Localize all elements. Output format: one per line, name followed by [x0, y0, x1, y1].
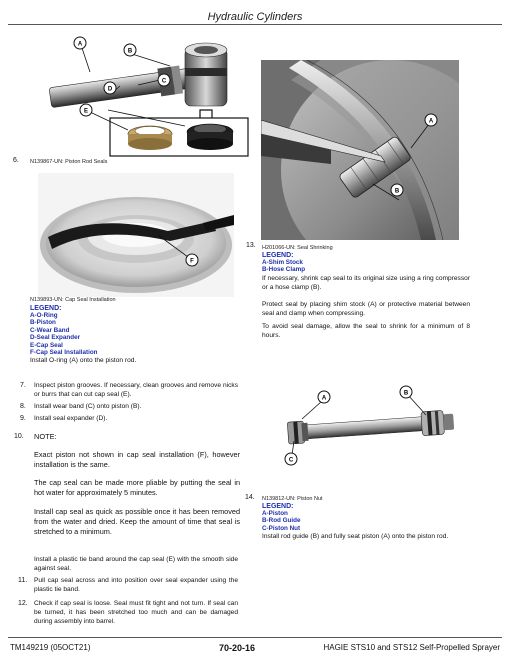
legend-13-instruction: If necessary, shrink cap seal to its original size using a ring compressor or a hose clamp (B).	[262, 274, 470, 291]
footer-product-title: HAGIE STS10 and STS12 Self-Propelled Sprayer	[323, 643, 500, 652]
legend-left-instruction: Install O-ring (A) onto the piston rod.	[30, 357, 137, 365]
svg-text:D: D	[107, 86, 113, 93]
note-paragraph-1: Exact piston not shown in cap seal installation (F), however installation is the same.	[34, 450, 240, 469]
callout-a	[74, 37, 86, 49]
step-7-text: Inspect piston grooves. If necessary, clean grooves and remove nicks or burrs that can cut cap seal (E).	[34, 382, 238, 398]
legend-item-piston: B-Piston	[30, 319, 56, 327]
legend-item-o-ring: A-O-Ring	[30, 312, 58, 319]
callout-f	[186, 254, 198, 266]
svg-text:F: F	[190, 258, 194, 265]
figure-cap-seal-installation	[38, 173, 234, 297]
caption-piston-rod-seals: N139867-UN: Piston Rod Seals	[30, 159, 108, 165]
figure-piston-rod-seals	[20, 30, 250, 158]
step-number-7: 7.	[20, 382, 26, 389]
legend-left	[30, 305, 240, 365]
caption-cap-seal-installation: N139893-UN: Cap Seal Installation	[30, 297, 116, 303]
caption-piston-nut: N139812-UN: Piston Nut	[262, 496, 323, 502]
footer-page-number: 70-20-16	[219, 643, 256, 653]
svg-text:A: A	[77, 41, 83, 48]
svg-text:B: B	[127, 48, 133, 55]
step-tie-band-text: Install a plastic tie band around the cap seal (E) with the smooth side against seal.	[34, 556, 238, 572]
svg-text:A: A	[428, 118, 434, 125]
callout-piston-nut-c	[285, 453, 297, 465]
callout-rod-guide-b	[400, 386, 412, 398]
legend-item-hose-clamp: B-Hose Clamp	[262, 266, 306, 274]
callout-shim-a	[425, 114, 437, 126]
legend-item-seal-expander: D-Seal Expander	[30, 334, 81, 342]
caption-seal-shrinking: H201066-UN: Seal Shrinking	[262, 245, 333, 251]
legend-14-instruction: Install rod guide (B) and fully seat piston (A) onto the piston rod.	[262, 533, 449, 541]
step-9-text: Install seal expander (D).	[34, 415, 108, 422]
piston-nut-illustration	[262, 385, 462, 475]
footer-document-id: TM149219 (05OCT21)	[10, 643, 91, 652]
note-label: NOTE:	[34, 432, 57, 441]
right-paragraph-2: To avoid seal damage, allow the seal to shrink for a minimum of 8 hours.	[262, 323, 470, 339]
step-number-8: 8.	[20, 403, 26, 410]
svg-text:B: B	[403, 390, 409, 397]
step-8-text: Install wear band (C) onto piston (B).	[34, 403, 142, 410]
step-number-6: 6.	[13, 157, 19, 164]
step-11-text: Pull cap seal across and into position over seal expander using the plastic tie band.	[34, 577, 238, 593]
legend-item-piston-nut: C-Piston Nut	[262, 524, 301, 532]
figure-piston-nut	[262, 385, 462, 475]
step-number-11: 11.	[18, 577, 28, 584]
svg-text:A: A	[321, 395, 327, 402]
legend-13-title: LEGEND:	[262, 252, 294, 259]
header-rule	[8, 24, 502, 25]
legend-item-cap-seal: E-Cap Seal	[30, 341, 63, 349]
step-number-12: 12.	[18, 600, 28, 607]
step-12-text: Check if cap seal is loose. Seal must fit tight and not turn. If seal can be turned, it has been stretched too much and can be damaged during assembly into barrel.	[34, 600, 238, 625]
right-paragraph-1: Protect seal by placing shim stock (A) or protective material between seal and clamp when compressing.	[262, 301, 470, 317]
legend-13	[262, 252, 470, 292]
legend-item-wear-band: C-Wear Band	[30, 326, 70, 334]
legend-14	[262, 503, 470, 541]
step-number-10: 10.	[14, 433, 24, 440]
callout-e	[80, 104, 92, 116]
svg-text:C: C	[288, 457, 294, 464]
note-paragraph-2: The cap seal can be made more pliable by putting the seal in hot water for approximately 5 minutes.	[34, 478, 240, 497]
figure-seal-shrinking	[261, 60, 459, 240]
legend-item-shim-stock: A-Shim Stock	[262, 259, 303, 266]
step-number-14: 14.	[245, 494, 255, 501]
seal-shrinking-photo	[261, 60, 459, 240]
footer-rule	[8, 637, 502, 638]
legend-item-rod-guide: B-Rod Guide	[262, 517, 301, 525]
legend-item-cap-seal-installation: F-Cap Seal Installation	[30, 349, 98, 357]
legend-item-piston-a: A-Piston	[262, 510, 288, 517]
svg-text:E: E	[83, 108, 89, 115]
cap-seal-installation-photo	[38, 173, 234, 297]
svg-text:B: B	[394, 188, 400, 195]
legend-left-title: LEGEND:	[30, 305, 62, 312]
callout-b	[124, 44, 136, 56]
callout-d	[104, 82, 116, 94]
callout-c	[158, 74, 170, 86]
piston-rod-seals-illustration	[20, 30, 250, 158]
callout-clamp-b	[391, 184, 403, 196]
step-number-9: 9.	[20, 415, 26, 422]
header-title: Hydraulic Cylinders	[207, 11, 303, 23]
callout-piston-a	[318, 391, 330, 403]
legend-14-title: LEGEND:	[262, 503, 294, 510]
step-number-13: 13.	[246, 242, 256, 249]
note-paragraph-3: Install cap seal as quick as possible once it has been removed from the water and dried. Keep the amount of time that seal is stretched to a minimum.	[34, 507, 240, 536]
svg-text:C: C	[161, 78, 167, 85]
